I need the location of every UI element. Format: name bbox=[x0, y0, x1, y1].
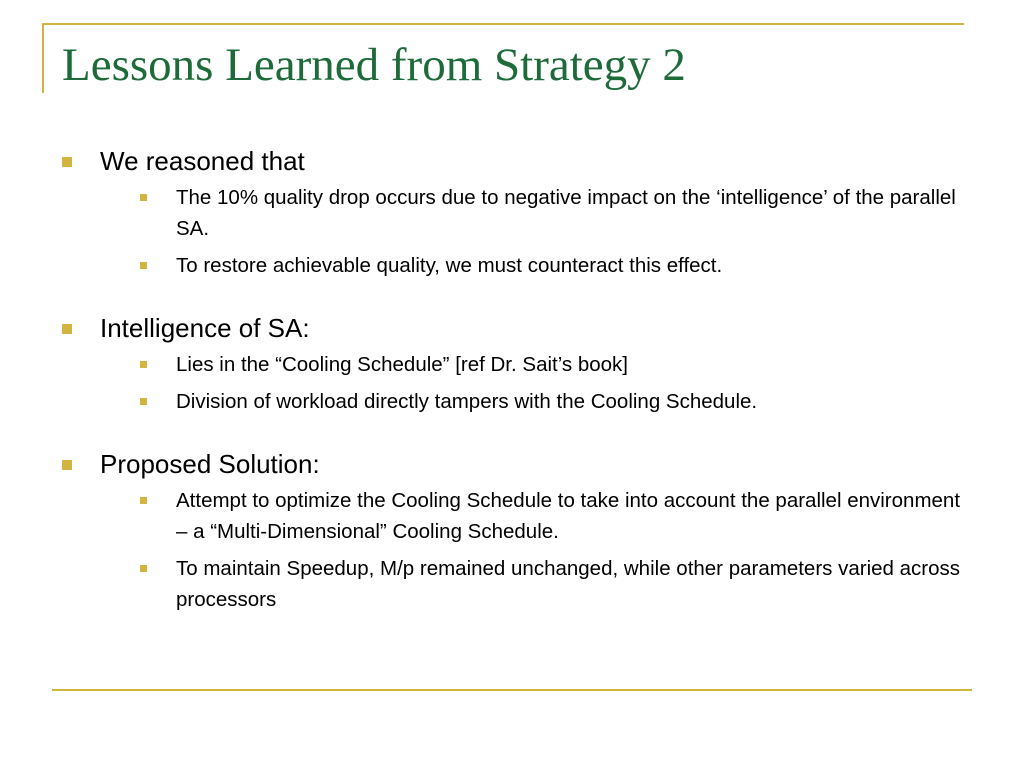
section-heading: Intelligence of SA: bbox=[100, 313, 310, 343]
slide-body bbox=[60, 142, 960, 643]
level2-bullet-item bbox=[60, 250, 960, 281]
level1-bullet-item bbox=[60, 142, 960, 180]
square-bullet-icon bbox=[140, 262, 147, 269]
level2-bullet-item bbox=[60, 485, 960, 547]
bullet-text: The 10% quality drop occurs due to negative impact on the ‘intelligence’ of the parallel SA. bbox=[176, 186, 956, 240]
bullet-text: Attempt to optimize the Cooling Schedule to take into account the parallel environment – a “Multi-Dimensional” Cooling Schedule. bbox=[176, 489, 961, 543]
slide-title: Lessons Learned from Strategy 2 bbox=[62, 39, 686, 91]
section-heading: We reasoned that bbox=[100, 146, 305, 176]
level2-bullet-item bbox=[60, 182, 960, 244]
frame-top-rule bbox=[42, 23, 964, 25]
square-bullet-icon bbox=[140, 565, 147, 572]
level2-bullet-item bbox=[60, 349, 960, 380]
sub-bullet-list bbox=[60, 485, 960, 615]
square-bullet-icon bbox=[140, 361, 147, 368]
square-bullet-icon bbox=[140, 497, 147, 504]
bullet-text: To restore achievable quality, we must counteract this effect. bbox=[176, 254, 723, 277]
bullet-text: Division of workload directly tampers with the Cooling Schedule. bbox=[176, 390, 758, 413]
square-bullet-icon bbox=[140, 194, 147, 201]
sub-bullet-list bbox=[60, 349, 960, 417]
sub-bullet-list bbox=[60, 182, 960, 281]
square-bullet-icon bbox=[140, 398, 147, 405]
frame-bottom-rule bbox=[52, 689, 972, 691]
bullet-text: To maintain Speedup, M/p remained unchanged, while other parameters varied across processors bbox=[176, 557, 960, 611]
level2-bullet-item bbox=[60, 553, 960, 615]
level1-bullet-item bbox=[60, 445, 960, 483]
square-bullet-icon bbox=[62, 324, 72, 334]
section-reasoning bbox=[60, 142, 960, 281]
level2-bullet-item bbox=[60, 386, 960, 417]
frame-left-rule bbox=[42, 23, 44, 93]
section-heading: Proposed Solution: bbox=[100, 449, 320, 479]
square-bullet-icon bbox=[62, 157, 72, 167]
level1-bullet-item bbox=[60, 309, 960, 347]
section-intelligence bbox=[60, 309, 960, 417]
square-bullet-icon bbox=[62, 460, 72, 470]
section-proposed-solution bbox=[60, 445, 960, 615]
bullet-text: Lies in the “Cooling Schedule” [ref Dr. Sait’s book] bbox=[176, 353, 629, 376]
